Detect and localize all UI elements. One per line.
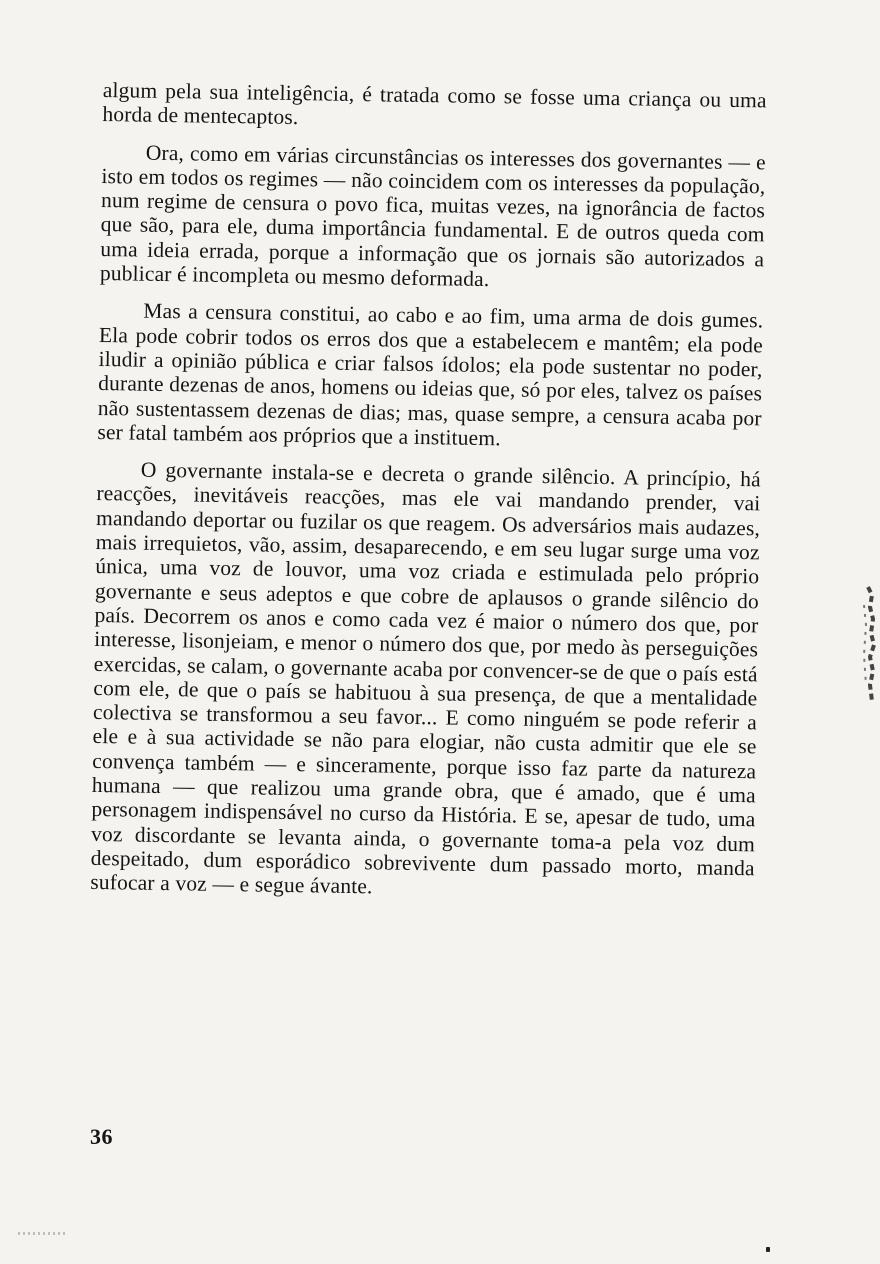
scan-edge-mark — [858, 585, 876, 705]
paragraph-2: Ora, como em várias circunstâncias os interesses dos governantes — e isto em todos os regimes — não coincidem com os interesses da população, num regime de censura o povo fica, muitas vezes, na ignorância de factos que são, para ele, duma importância fundamental. E de outros queda com uma ideia errada, porque a informação que os jornais são autorizados a publicar é incompleta ou mesmo deformada. — [99, 140, 766, 292]
paragraph-1: algum pela sua inteligência, é tratada como se fosse uma criança ou uma horda de mentecaptos. — [102, 78, 767, 130]
paragraph-3: Mas a censura constitui, ao cabo e ao fim, uma arma de dois gumes. Ela pode cobrir todos os erros dos que a estabelecem e mantêm; ela pode iludir a opinião pública e criar falsos ídolos; ela pode sustentar no poder, durante dezenas de anos, homens ou ideias que, só por eles, talvez os países não sustentassem dezenas de dias; mas, quase sempre, a censura acaba por ser fatal também aos próprios que a instituem. — [97, 299, 764, 451]
body-text — [90, 78, 767, 905]
page-number: 36 — [90, 1124, 113, 1149]
paragraph-4: O governante instala-se e decreta o grande silêncio. A princípio, há reacções, inevitáveis reacções, mas ele vai mandando prender, vai mandando deportar ou fuzilar os que reagem. Os adversários mais audazes, mais irrequietos, vão, assim, desaparecendo, e em seu lugar surge uma voz única, uma voz de louvor, uma voz criada e estimulada pelo próprio governante e seus adeptos e que cobre de aplausos o grande silêncio do país. Decorrem os anos e como cada vez é maior o número dos que, por interesse, lisonjeiam, e menor o número dos que, por medo às perseguições exercidas, se calam, o governante acaba por convencer-se de que o país está com ele, de que o país se habituou à sua presença, de que a mentalidade colectiva se transformou a seu favor... E como ninguém se pode referir a ele e à sua actividade se não para elogiar, não custa admitir que ele se convença também — e sinceramente, porque isso faz parte da natureza humana — que realizou uma grande obra, que é amado, que é uma personagem indispensável no curso da História. E se, apesar de tudo, uma voz discordante se levanta ainda, o governante toma-a pela voz dum despeitado, dum esporádico sobrevivente dum passado morto, manda sufocar a voz — e segue ávante. — [90, 457, 761, 899]
scan-dot — [766, 1247, 770, 1252]
scan-smudge — [18, 1232, 66, 1235]
